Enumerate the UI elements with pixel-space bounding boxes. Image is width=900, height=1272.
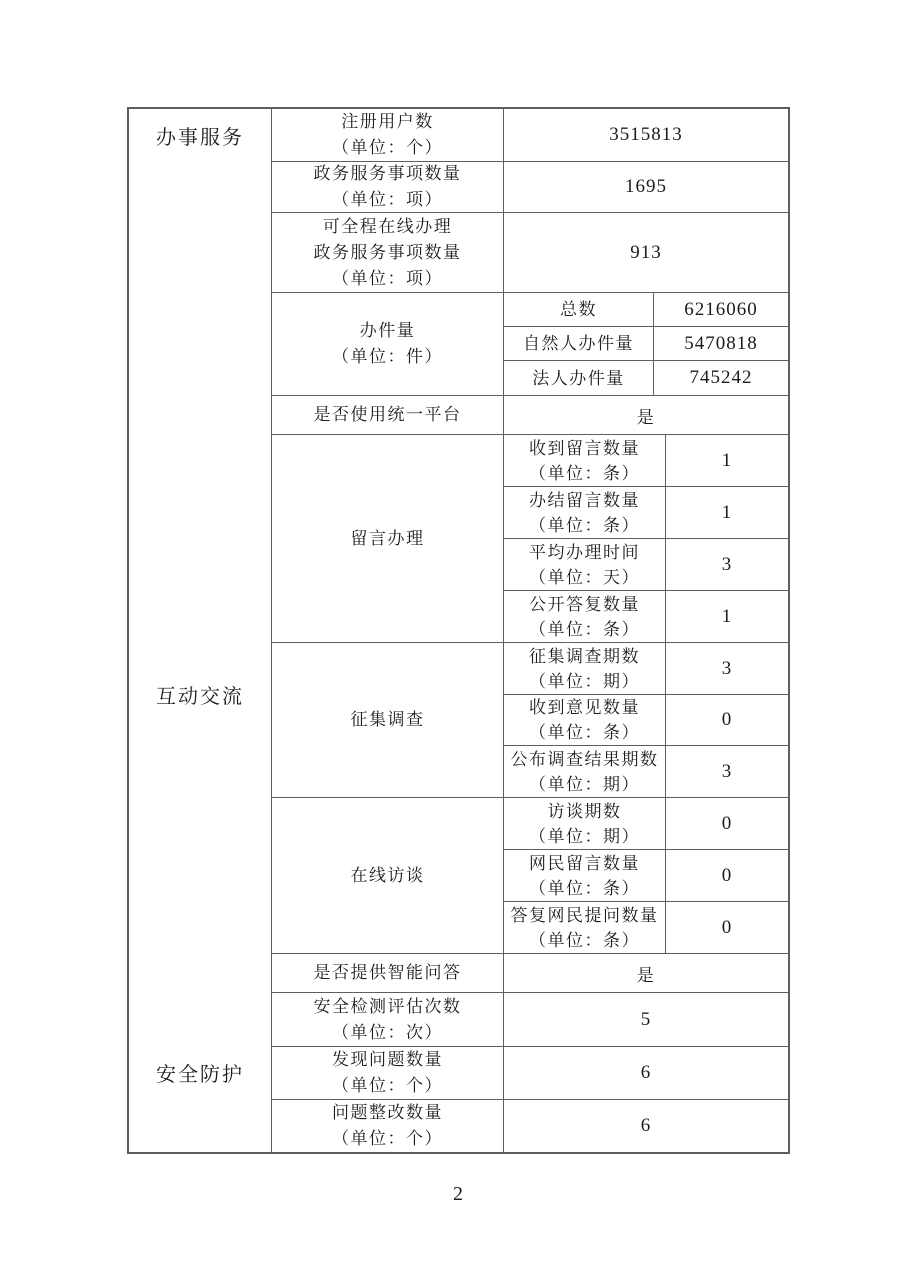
page-number: 2	[453, 1183, 463, 1205]
sub-indicator-value: 1	[721, 501, 733, 523]
sub-indicator-value: 1	[721, 605, 733, 627]
label-line: （单位：个）	[332, 1076, 443, 1095]
label-line: （单位：条）	[529, 619, 640, 639]
label-line: 自然人办件量	[523, 334, 634, 353]
sub-indicator-label	[504, 293, 654, 326]
label-line: 收到留言数量	[529, 438, 640, 458]
sub-indicator-row	[504, 293, 788, 327]
label-line: （单位：个）	[332, 1129, 443, 1148]
sub-indicator-label	[504, 361, 654, 395]
sub-indicator-value: 0	[721, 812, 733, 834]
indicator-label	[272, 1100, 504, 1152]
section-label-interaction: 互动交流	[129, 396, 272, 993]
label-line: 是否使用统一平台	[313, 405, 462, 424]
sub-indicator-value: 745242	[689, 367, 753, 388]
label-line: 问题整改数量	[332, 1103, 443, 1122]
sub-indicator-label	[504, 643, 666, 694]
sub-indicator-label	[504, 902, 666, 953]
subrow-list	[504, 293, 788, 395]
sub-indicator-value: 0	[721, 916, 733, 938]
label-line: （单位：天）	[529, 567, 640, 587]
section-interaction	[129, 396, 788, 993]
sub-indicator-row	[504, 746, 788, 797]
label-line: 征集调查	[350, 710, 425, 729]
indicator-row	[272, 109, 788, 162]
subrow-list	[504, 643, 788, 797]
label-line: 留言办理	[350, 528, 425, 548]
sub-indicator-label	[504, 591, 666, 642]
subrow-list	[504, 435, 788, 642]
label-line: 访谈期数	[547, 801, 622, 821]
label-line: （单位：条）	[529, 723, 640, 742]
indicator-value: 是	[636, 965, 656, 985]
indicator-label	[272, 798, 504, 953]
sub-indicator-label	[504, 746, 666, 797]
subrow-list	[504, 798, 788, 953]
label-line: （单位：项）	[332, 190, 443, 209]
sub-indicator-row	[504, 643, 788, 695]
label-line: 政务服务事项数量	[313, 164, 462, 183]
label-line: 公布调查结果期数	[510, 749, 659, 769]
sub-indicator-row	[504, 591, 788, 642]
indicator-group-row	[272, 435, 788, 643]
sub-indicator-label	[504, 435, 666, 486]
sub-indicator-label	[504, 327, 654, 360]
sub-indicator-value: 6216060	[684, 298, 758, 320]
indicator-table	[127, 107, 790, 1154]
label-line: 网民留言数量	[529, 853, 640, 873]
indicator-value: 6	[640, 1115, 652, 1136]
indicator-label	[272, 1047, 504, 1099]
label-line: 答复网民提问数量	[510, 905, 659, 925]
indicator-row	[272, 213, 788, 293]
indicator-value: 6	[640, 1062, 652, 1083]
sub-indicator-value: 1	[721, 449, 733, 471]
indicator-row	[272, 1100, 788, 1152]
sub-indicator-label	[504, 539, 666, 590]
label-line: 可全程在线办理	[322, 216, 453, 236]
indicator-label	[272, 213, 504, 292]
indicator-value: 是	[636, 407, 656, 427]
label-line: （单位：条）	[529, 930, 640, 950]
indicator-row	[272, 1047, 788, 1100]
indicator-row	[272, 993, 788, 1047]
section-label-office-services: 办事服务	[129, 109, 272, 396]
sub-indicator-label	[504, 798, 666, 849]
label-line: （单位：次）	[332, 1022, 443, 1042]
sub-indicator-value: 3	[721, 553, 733, 575]
section-security	[129, 993, 788, 1152]
sub-indicator-value: 5470818	[684, 332, 758, 354]
label-line: （单位：条）	[529, 463, 640, 483]
sub-indicator-value: 3	[721, 657, 733, 679]
label-line: 安全检测评估次数	[313, 996, 462, 1016]
label-line: 注册用户数	[341, 112, 434, 131]
label-line: 办结留言数量	[529, 490, 640, 510]
section-rows-office-services	[272, 109, 788, 396]
label-line: 政务服务事项数量	[313, 242, 462, 262]
label-line: （单位：期）	[529, 774, 640, 794]
section-rows-security	[272, 993, 788, 1152]
label-line: 发现问题数量	[332, 1050, 443, 1069]
label-line: （单位：期）	[529, 671, 640, 691]
indicator-row	[272, 162, 788, 213]
section-label-security: 安全防护	[129, 993, 272, 1152]
sub-indicator-label	[504, 695, 666, 745]
indicator-row	[272, 396, 788, 435]
indicator-label	[272, 293, 504, 395]
label-line: 在线访谈	[350, 865, 425, 885]
indicator-value: 1695	[625, 176, 667, 197]
indicator-value: 913	[630, 241, 662, 263]
indicator-value: 3515813	[609, 124, 683, 145]
sub-indicator-row	[504, 487, 788, 539]
label-line: 收到意见数量	[529, 698, 640, 717]
label-line: 办件量	[359, 321, 416, 340]
indicator-label	[272, 643, 504, 797]
label-line: （单位：期）	[529, 826, 640, 846]
indicator-value: 5	[640, 1008, 652, 1030]
label-line: 征集调查期数	[529, 646, 640, 666]
sub-indicator-row	[504, 327, 788, 361]
sub-indicator-row	[504, 695, 788, 746]
section-office-services	[129, 109, 788, 396]
sub-indicator-row	[504, 798, 788, 850]
indicator-group-row	[272, 293, 788, 396]
sub-indicator-row	[504, 361, 788, 395]
indicator-row	[272, 954, 788, 993]
indicator-label	[272, 954, 504, 992]
indicator-label	[272, 109, 504, 161]
indicator-label	[272, 435, 504, 642]
indicator-group-row	[272, 643, 788, 798]
sub-indicator-value: 0	[721, 709, 733, 730]
sub-indicator-value: 3	[721, 760, 733, 782]
indicator-label	[272, 162, 504, 212]
label-line: （单位：个）	[332, 138, 443, 157]
label-line: 总数	[560, 300, 597, 319]
sub-indicator-row	[504, 902, 788, 953]
label-line: （单位：条）	[529, 878, 640, 898]
sub-indicator-row	[504, 850, 788, 902]
label-line: （单位：条）	[529, 515, 640, 535]
label-line: 平均办理时间	[529, 542, 640, 562]
sub-indicator-row	[504, 435, 788, 487]
label-line: （单位：项）	[332, 268, 443, 288]
indicator-group-row	[272, 798, 788, 954]
indicator-label	[272, 993, 504, 1046]
label-line: 公开答复数量	[529, 594, 640, 614]
section-rows-interaction	[272, 396, 788, 993]
label-line: 是否提供智能问答	[313, 963, 462, 982]
sub-indicator-label	[504, 850, 666, 901]
label-line: （单位：件）	[332, 347, 443, 366]
sub-indicator-value: 0	[721, 864, 733, 886]
indicator-label	[272, 396, 504, 434]
label-line: 法人办件量	[532, 368, 625, 388]
sub-indicator-row	[504, 539, 788, 591]
sub-indicator-label	[504, 487, 666, 538]
